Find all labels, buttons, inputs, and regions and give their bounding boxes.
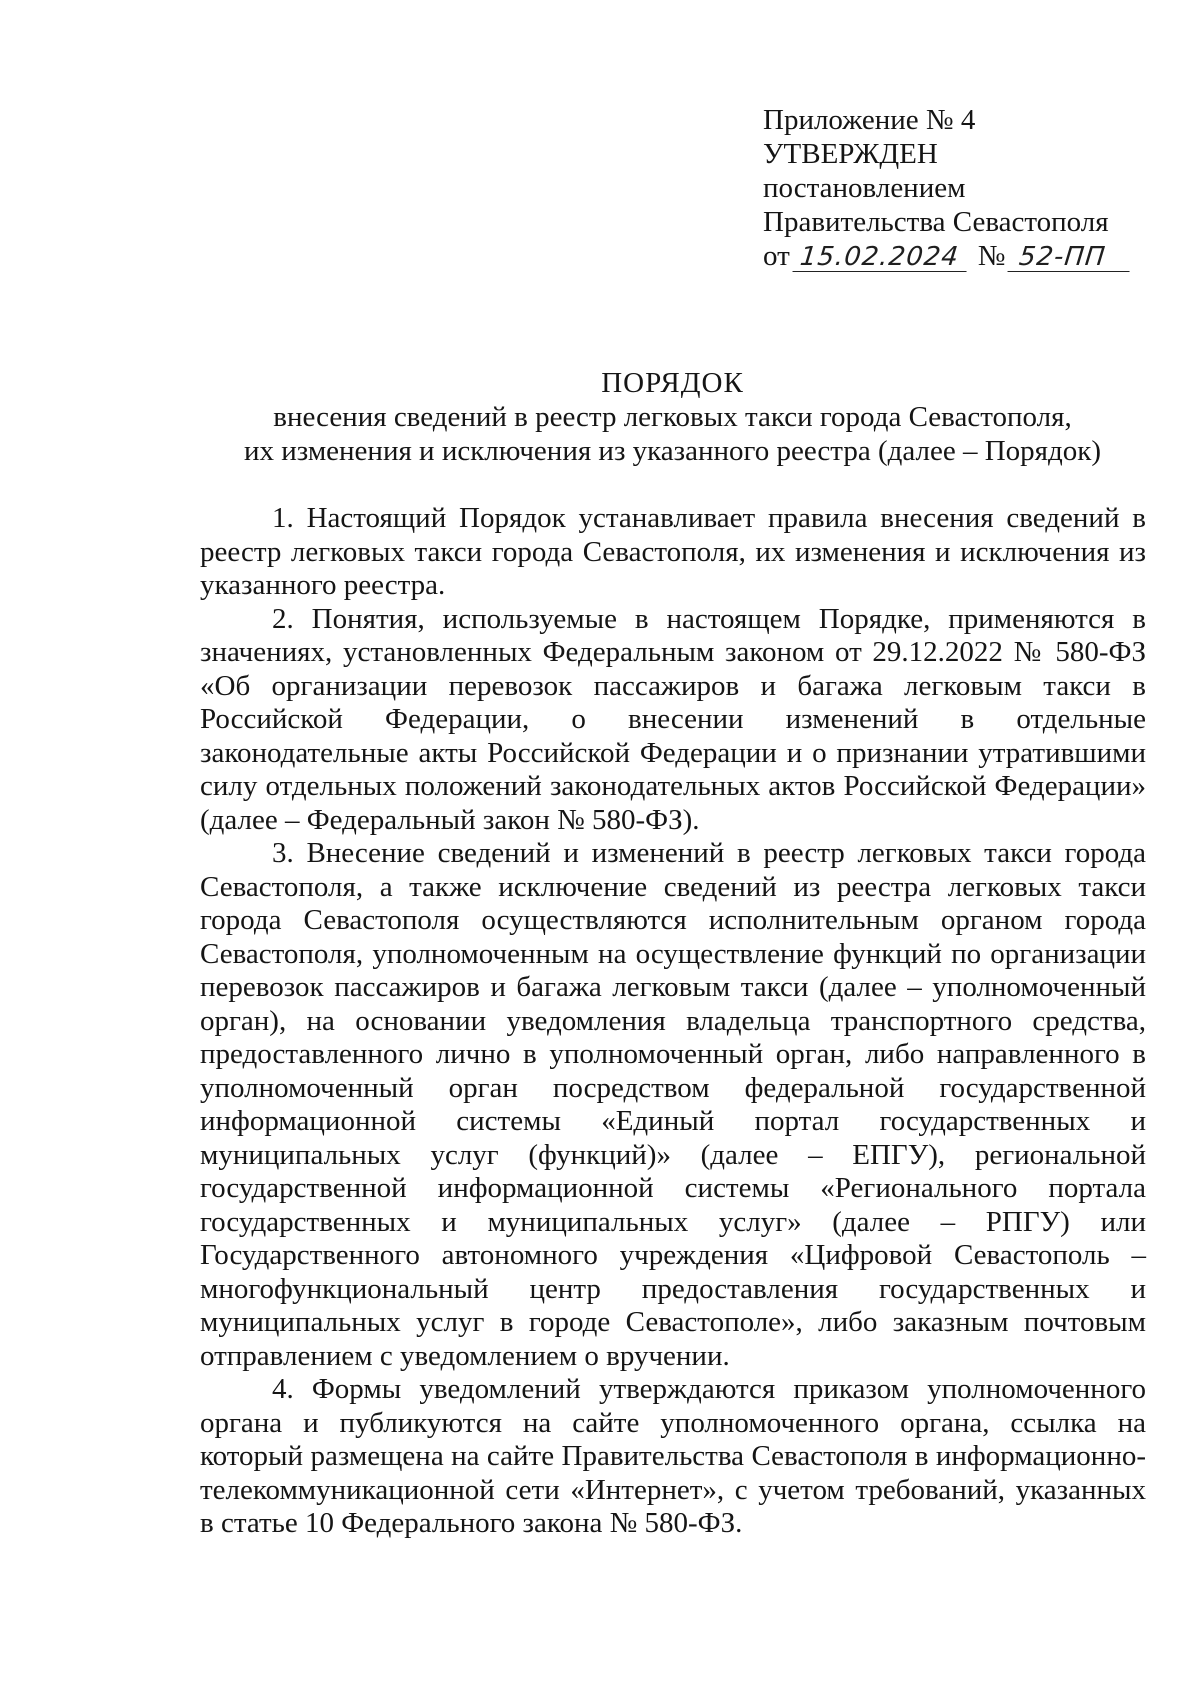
government-label: Правительства Севастополя bbox=[763, 206, 1109, 238]
approval-block bbox=[763, 103, 1163, 273]
date-prefix: от bbox=[763, 240, 790, 272]
number-prefix: № bbox=[977, 240, 1006, 272]
date-number-line bbox=[763, 239, 1163, 273]
appendix-label: Приложение № 4 bbox=[763, 104, 976, 136]
approved-label: УТВЕРЖДЕН bbox=[763, 138, 938, 170]
paragraph-3: 3. Внесение сведений и изменений в реестр легковых такси города Севастополя, а также исключение сведений из реестра легковых такси города Севастополя осуществляются исполнительным органом города Севастополя, уполномоченным на осуществление функций по организации перевозок пассажиров и багажа легковым такси (далее – уполномоченный орган), на основании уведомления владельца транспортного средства, предоставленного лично в уполномоченный орган, либо направленного в уполномоченный орган посредством федеральной государственной информационной системы «Единый портал государственных и муниципальных услуг (функций)» (далее – ЕПГУ), региональной государственной информационной системы «Регионального портала государственных и муниципальных услуг» (далее – РПГУ) или Государственного автономного учреждения «Цифровой Севастополь – многофункциональный центр предоставления государственных и муниципальных услуг в городе Севастополе», либо заказным почтовым отправлением с уведомлением о вручении. bbox=[200, 837, 1146, 1372]
title-line-1: внесения сведений в реестр легковых такси города Севастополя, bbox=[273, 401, 1072, 433]
title-main: ПОРЯДОК bbox=[601, 367, 744, 399]
paragraph-4: 4. Формы уведомлений утверждаются приказом уполномоченного органа и публикуются на сайте уполномоченного органа, ссылка на который размещена на сайте Правительства Севастополя в информационно-телекоммуникационной сети «Интернет», с учетом требований, указанных в статье 10 Федерального закона № 580-ФЗ. bbox=[200, 1373, 1146, 1539]
document-body bbox=[200, 502, 1146, 1541]
title-line-2: их изменения и исключения из указанного реестра (далее – Порядок) bbox=[243, 435, 1101, 467]
handwritten-number: 52-ПП bbox=[1008, 243, 1133, 272]
paragraph-2: 2. Понятия, используемые в настоящем Порядке, применяются в значениях, установленных Федеральным законом от 29.12.2022 № 580-ФЗ «Об организации перевозок пассажиров и багажа легковым такси в Российской Федерации, о внесении изменений в отдельные законодательные акты Российской Федерации и о признании утратившими силу отдельных положений законодательных актов Российской Федерации» (далее – Федеральный закон № 580-ФЗ). bbox=[200, 602, 1146, 836]
resolution-label: постановлением bbox=[763, 172, 966, 204]
handwritten-date: 15.02.2024 bbox=[792, 243, 969, 272]
paragraph-1: 1. Настоящий Порядок устанавливает правила внесения сведений в реестр легковых такси города Севастополя, их изменения и исключения из указанного реестра. bbox=[200, 502, 1146, 601]
document-title bbox=[200, 366, 1145, 468]
